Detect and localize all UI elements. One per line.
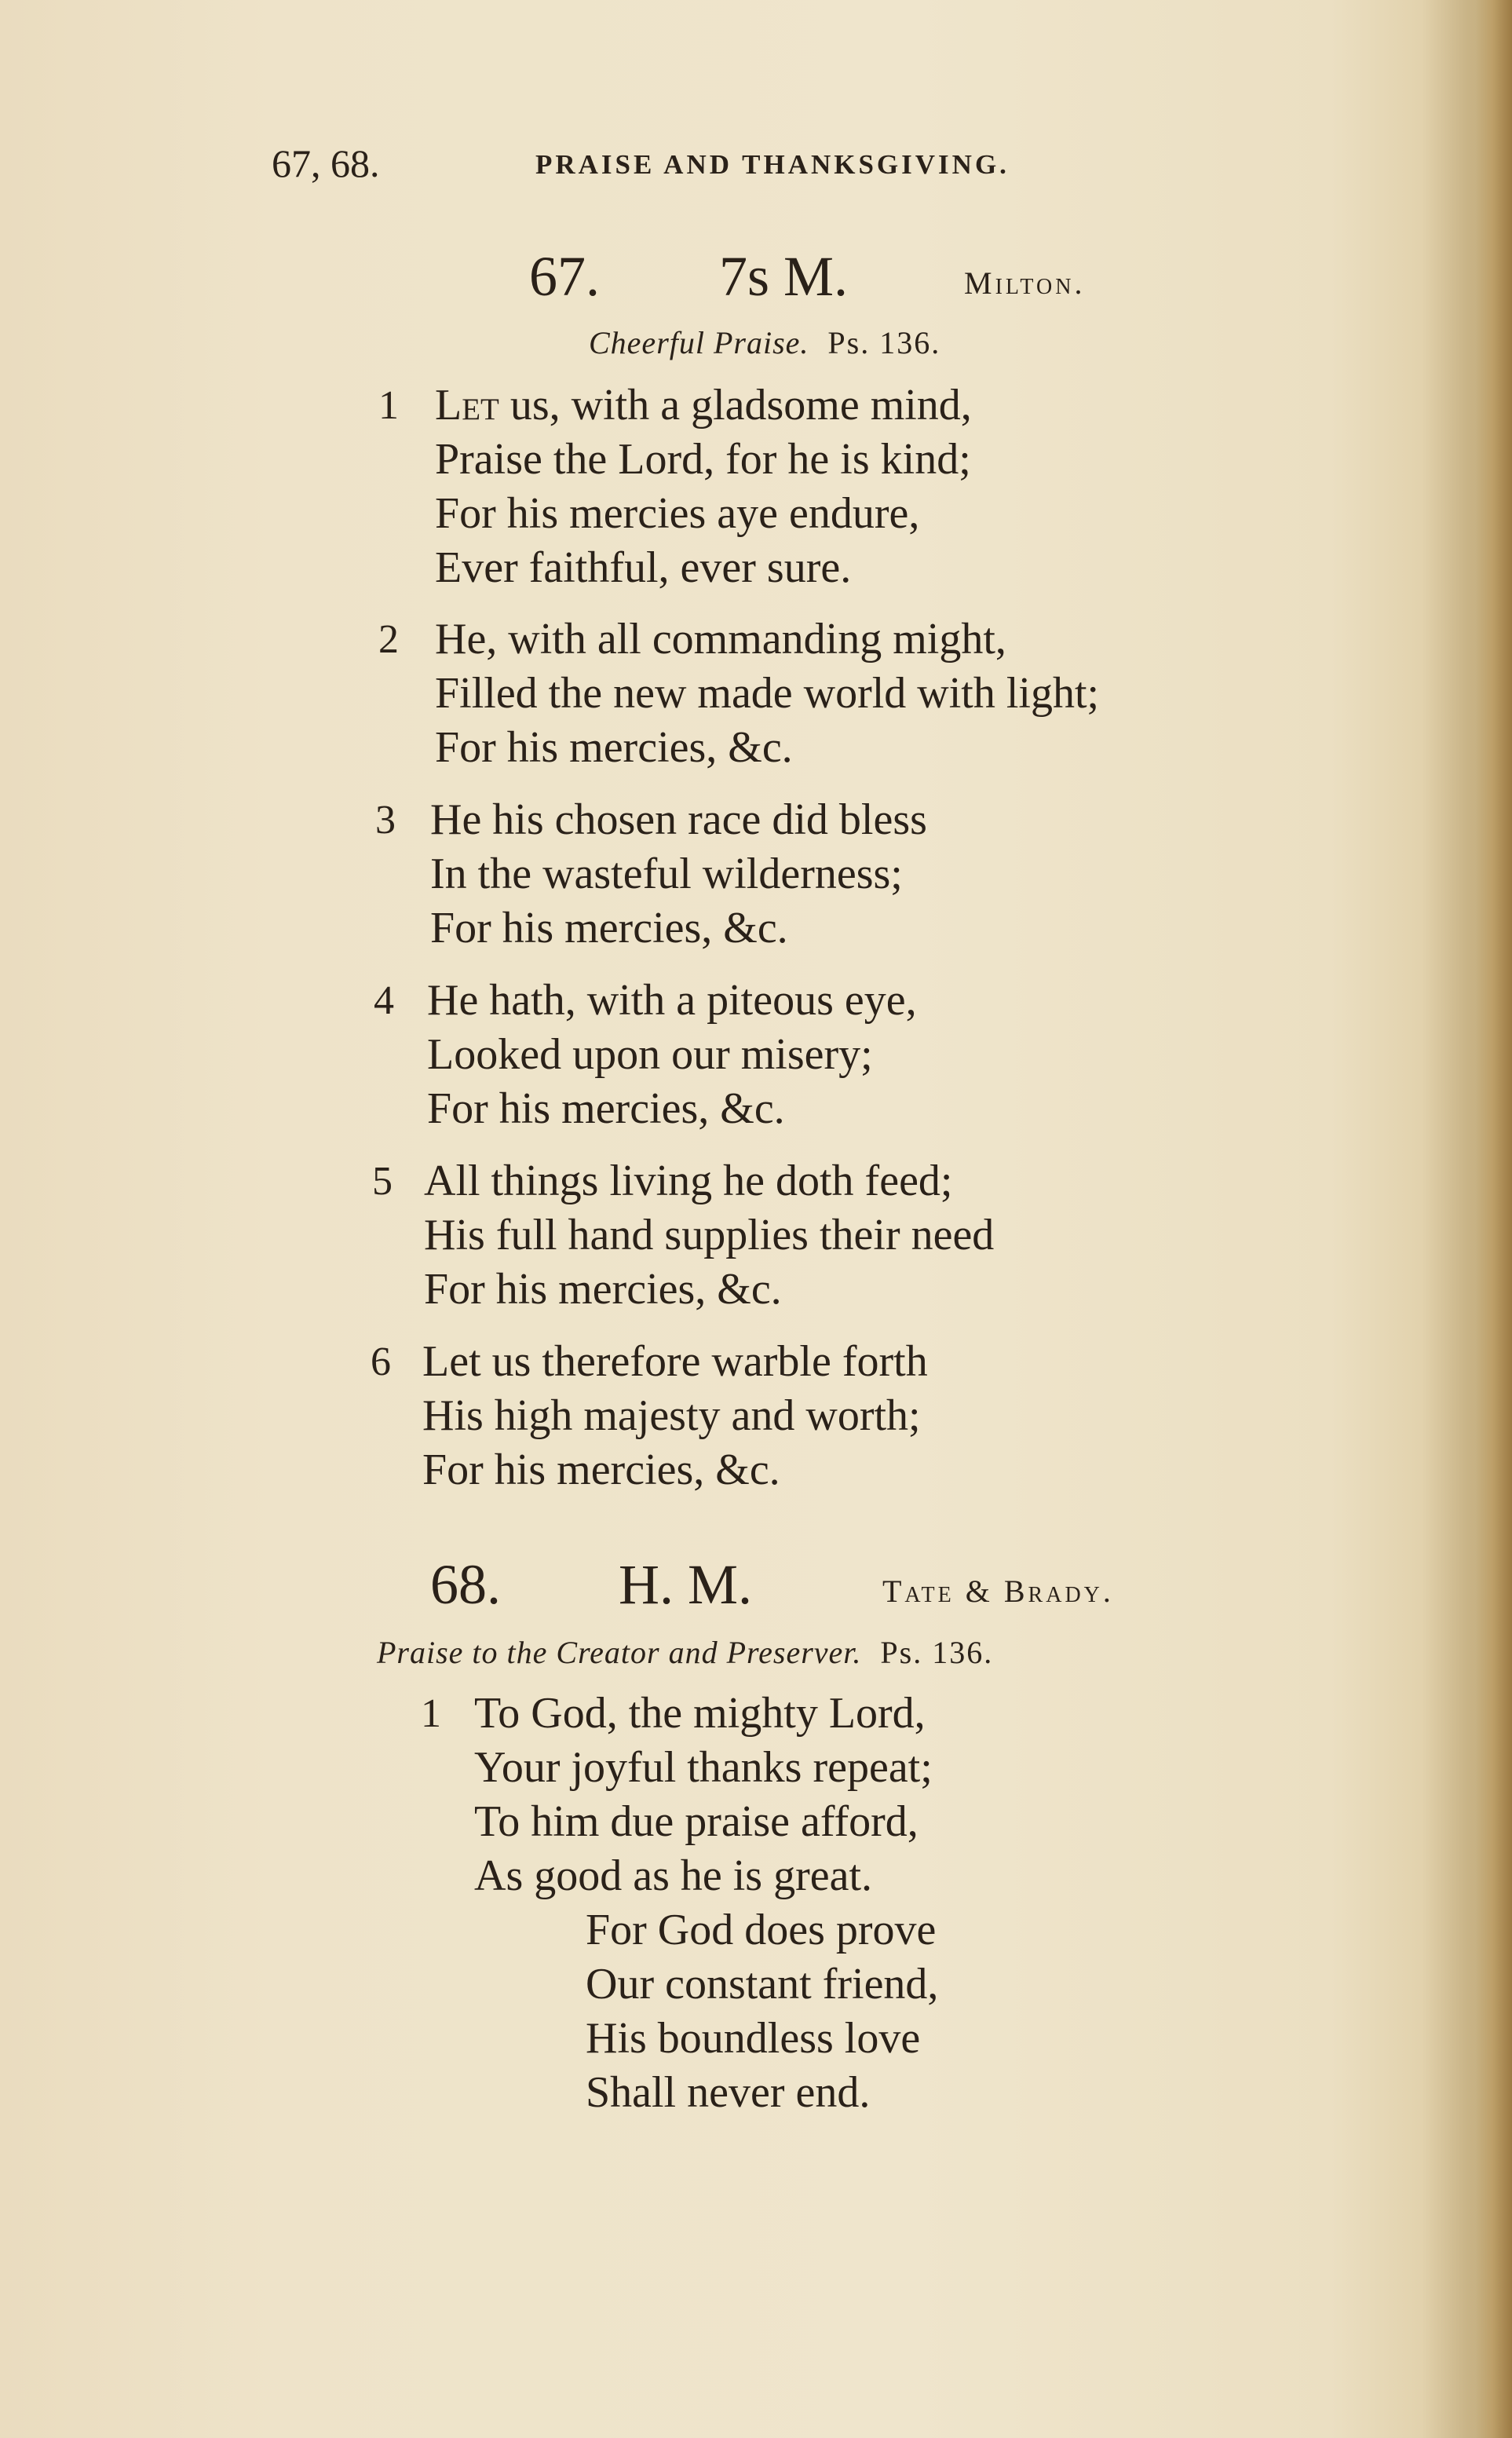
verse-line: To him due praise afford, <box>474 1797 919 1846</box>
stanza-number: 2 <box>378 617 399 662</box>
verse-line: For his mercies, &c. <box>424 1265 782 1314</box>
verse-line: Looked upon our misery; <box>427 1030 873 1079</box>
stanza-number: 6 <box>371 1340 391 1384</box>
hymn-author: Tate & Brady. <box>882 1574 1114 1609</box>
hymn-author: Milton. <box>964 265 1086 301</box>
stanza-number: 4 <box>374 978 394 1023</box>
page-edge-shadow <box>1476 0 1512 2438</box>
verse-line: To God, the mighty Lord, <box>474 1689 926 1738</box>
hymn-psalm-reference: Ps. 136. <box>880 1635 994 1670</box>
hymn-number: 68. <box>430 1553 501 1616</box>
stanza-number: 5 <box>372 1159 393 1204</box>
refrain-line: Our constant friend, <box>586 1960 939 2009</box>
hymn-68-header <box>430 1553 1255 1616</box>
verse-line: In the wasteful wilderness; <box>430 850 903 898</box>
verse-line: For his mercies, &c. <box>427 1084 785 1133</box>
verse-line: For his mercies, &c. <box>422 1446 780 1494</box>
verse-line: Your joyful thanks repeat; <box>474 1743 933 1792</box>
refrain-line: For God does prove <box>586 1906 937 1954</box>
hymn-number: 67. <box>529 245 600 308</box>
hymn-meter: H. M. <box>619 1553 753 1616</box>
hymn-68-subtitle <box>377 1633 993 1672</box>
verse-line: His high majesty and worth; <box>422 1391 921 1440</box>
verse-line: For his mercies, &c. <box>435 723 793 772</box>
stanza-number: 1 <box>378 383 399 428</box>
verse-line: Filled the new made world with light; <box>435 669 1100 718</box>
verse-line: Praise the Lord, for he is kind; <box>435 435 971 484</box>
hymn-67-subtitle <box>589 323 940 363</box>
verse-line: Ever faithful, ever sure. <box>435 543 852 592</box>
verse-line: His full hand supplies their need <box>424 1211 995 1259</box>
verse-line-rest: us, with a gladsome mind, <box>499 381 972 429</box>
initial-word: Let <box>435 381 499 429</box>
hymn-psalm-reference: Ps. 136. <box>827 325 941 360</box>
hymn-meter: 7s M. <box>719 245 849 308</box>
hymn-subtitle-text: Praise to the Creator and Preserver. <box>377 1635 862 1670</box>
stanza-number: 1 <box>421 1691 441 1736</box>
refrain-line: His boundless love <box>586 2014 921 2063</box>
hymn-subtitle-text: Cheerful Praise. <box>589 325 809 360</box>
running-head-hymn-numbers: 67, 68. <box>272 141 380 185</box>
verse-line: For his mercies, &c. <box>430 904 788 952</box>
verse-line: Let us therefore warble forth <box>422 1337 928 1386</box>
hymn-67-header <box>529 245 1157 308</box>
verse-line: For his mercies aye endure, <box>435 489 920 538</box>
verse-line: All things living he doth feed; <box>424 1157 953 1205</box>
verse-line: He, with all commanding might, <box>435 615 1006 663</box>
verse-line <box>435 378 972 433</box>
refrain-line: Shall never end. <box>586 2068 871 2117</box>
verse-line: He hath, with a piteous eye, <box>427 976 917 1025</box>
verse-line: As good as he is great. <box>474 1851 873 1900</box>
stanza-number: 3 <box>375 798 396 843</box>
running-head <box>272 140 1135 187</box>
running-head-title: PRAISE AND THANKSGIVING. <box>535 149 1010 180</box>
verse-line: He his chosen race did bless <box>430 795 927 844</box>
